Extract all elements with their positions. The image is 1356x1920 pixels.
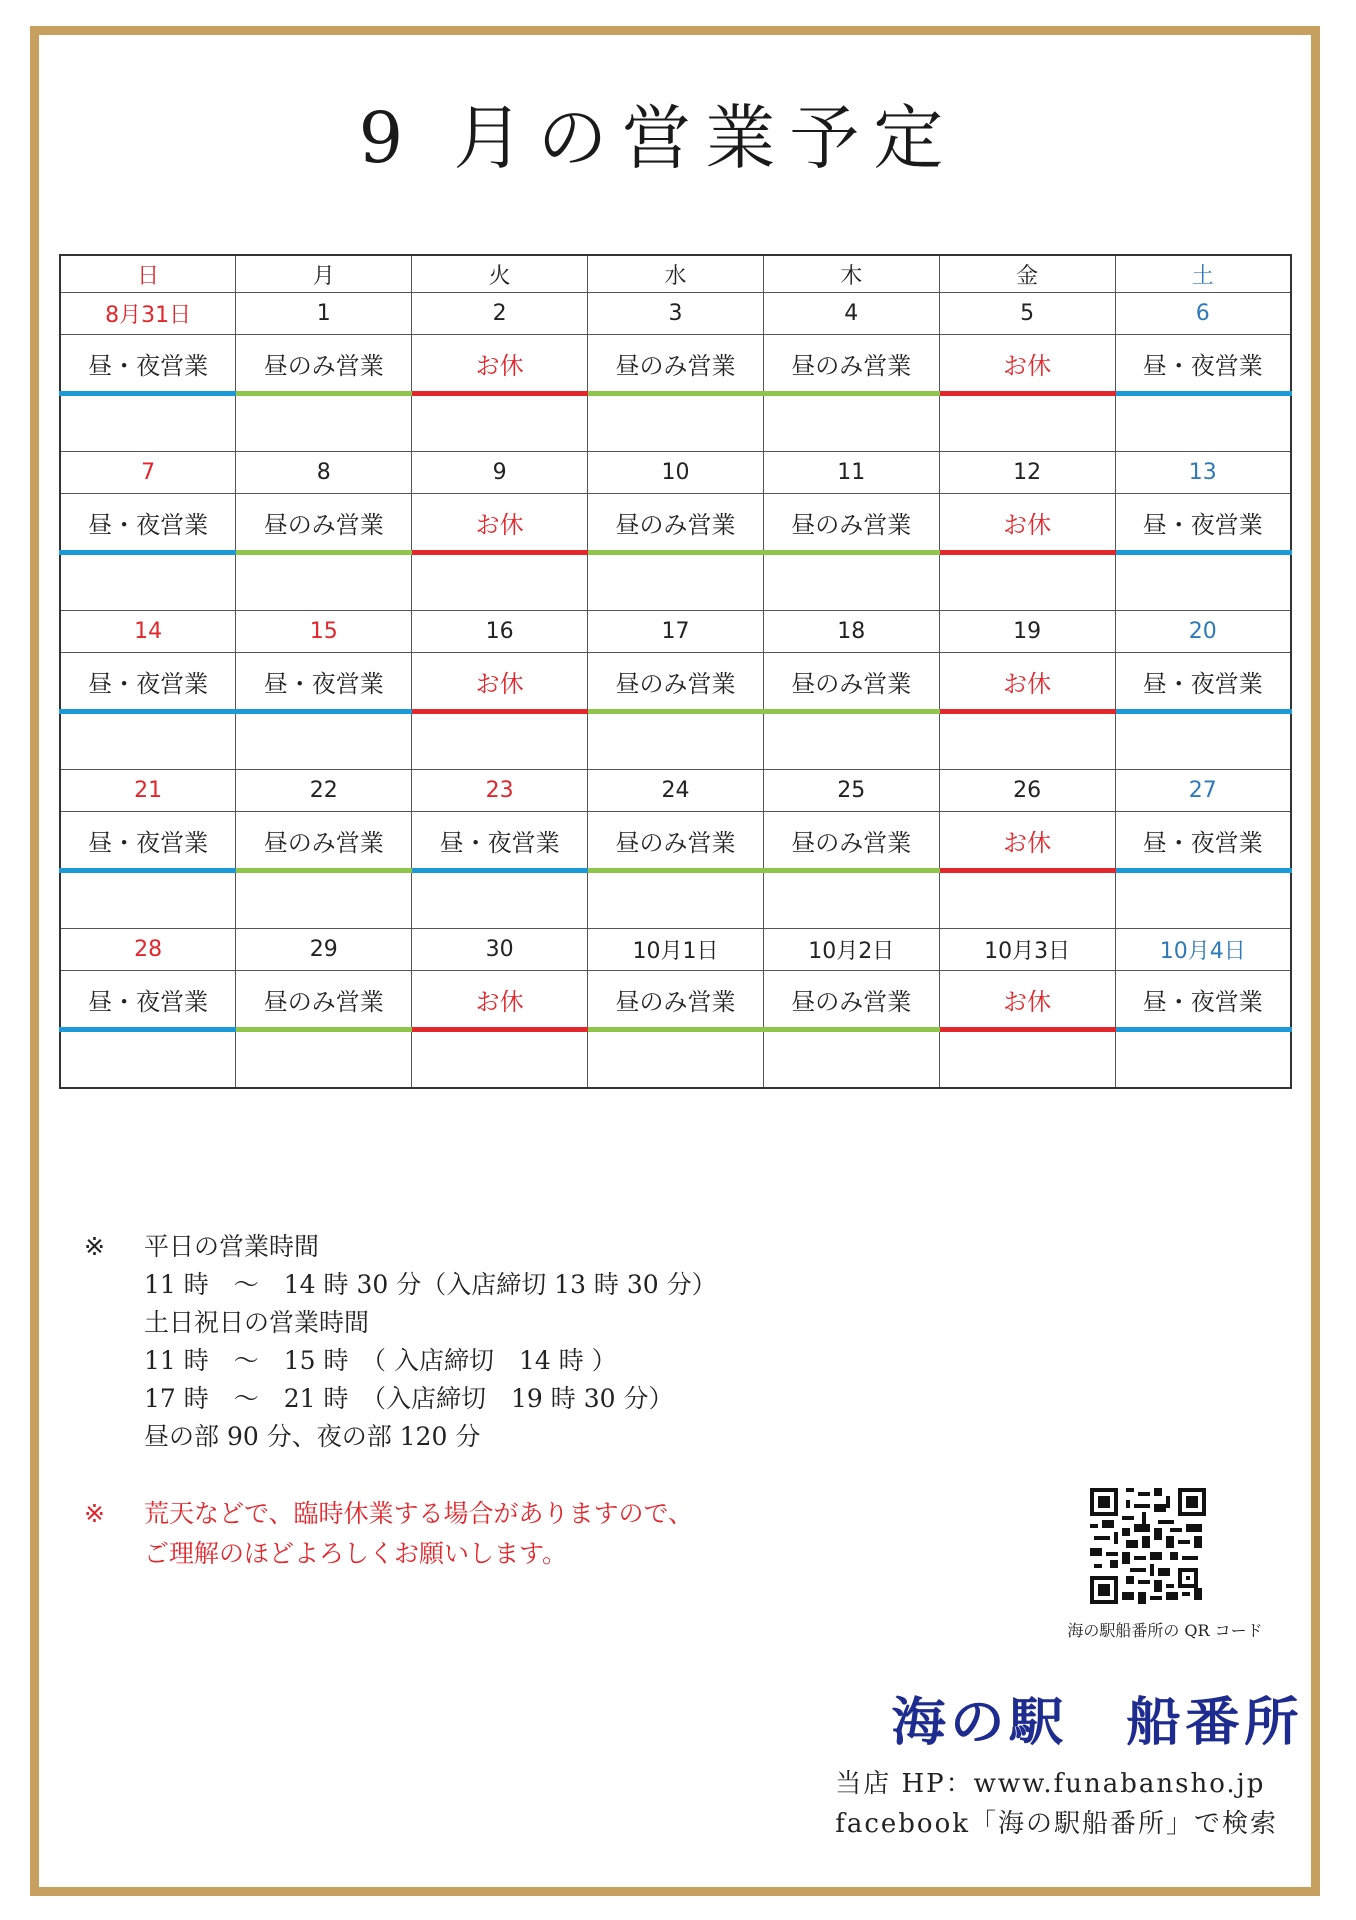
- status-cell: 昼のみ営業: [236, 335, 412, 394]
- blank-cell: [412, 712, 588, 770]
- note-line: 17 時 ～ 21 時 （入店締切 19 時 30 分）: [144, 1384, 674, 1413]
- status-cell: 昼・夜営業: [1115, 494, 1291, 553]
- date-row: [60, 293, 1291, 335]
- weekday-header: 水: [588, 255, 764, 293]
- blank-cell: [236, 553, 412, 611]
- blank-cell: [763, 394, 939, 452]
- status-cell: 昼のみ営業: [763, 335, 939, 394]
- note-line: 11 時 ～ 14 時 30 分（入店締切 13 時 30 分）: [144, 1270, 717, 1299]
- calendar-table: [59, 254, 1292, 1089]
- blank-cell: [1115, 394, 1291, 452]
- date-cell: 4: [763, 293, 939, 335]
- status-row: [60, 335, 1291, 394]
- date-cell: 8: [236, 452, 412, 494]
- blank-row: [60, 712, 1291, 770]
- date-cell: 20: [1115, 611, 1291, 653]
- blank-cell: [412, 871, 588, 929]
- date-cell: 10: [588, 452, 764, 494]
- date-cell: 28: [60, 929, 236, 971]
- date-cell: 11: [763, 452, 939, 494]
- date-cell: 12: [939, 452, 1115, 494]
- blank-cell: [939, 1030, 1115, 1089]
- facebook-info: facebook「海の駅船番所」で検索: [835, 1809, 1278, 1839]
- weekday-header: 火: [412, 255, 588, 293]
- date-cell: 8月31日: [60, 293, 236, 335]
- status-cell: 昼・夜営業: [60, 653, 236, 712]
- status-cell: 昼・夜営業: [236, 653, 412, 712]
- status-cell: 昼のみ営業: [588, 494, 764, 553]
- note-line: 昼の部 90 分、夜の部 120 分: [144, 1422, 481, 1451]
- blank-cell: [1115, 1030, 1291, 1089]
- date-cell: 2: [412, 293, 588, 335]
- date-cell: 3: [588, 293, 764, 335]
- status-cell: 昼のみ営業: [236, 812, 412, 871]
- note-line: 土日祝日の営業時間: [144, 1308, 370, 1337]
- status-cell: 昼・夜営業: [60, 971, 236, 1030]
- date-cell: 10月2日: [763, 929, 939, 971]
- blank-cell: [60, 394, 236, 452]
- status-cell: 昼・夜営業: [60, 812, 236, 871]
- date-cell: 14: [60, 611, 236, 653]
- blank-cell: [1115, 553, 1291, 611]
- date-cell: 18: [763, 611, 939, 653]
- status-cell: お休: [412, 335, 588, 394]
- status-cell: お休: [939, 335, 1115, 394]
- status-cell: 昼のみ営業: [763, 494, 939, 553]
- status-cell: お休: [939, 971, 1115, 1030]
- status-cell: 昼・夜営業: [60, 335, 236, 394]
- blank-cell: [412, 553, 588, 611]
- date-cell: 7: [60, 452, 236, 494]
- status-cell: 昼・夜営業: [1115, 971, 1291, 1030]
- weekday-header: 月: [236, 255, 412, 293]
- status-cell: 昼のみ営業: [588, 971, 764, 1030]
- date-cell: 17: [588, 611, 764, 653]
- status-cell: 昼・夜営業: [60, 494, 236, 553]
- date-row: [60, 929, 1291, 971]
- blank-cell: [763, 1030, 939, 1089]
- weekday-header: 金: [939, 255, 1115, 293]
- blank-cell: [236, 394, 412, 452]
- status-cell: 昼のみ営業: [236, 971, 412, 1030]
- status-cell: 昼のみ営業: [588, 653, 764, 712]
- blank-row: [60, 553, 1291, 611]
- status-row: [60, 653, 1291, 712]
- blank-cell: [588, 871, 764, 929]
- blank-cell: [763, 553, 939, 611]
- blank-cell: [763, 871, 939, 929]
- blank-cell: [939, 553, 1115, 611]
- blank-row: [60, 871, 1291, 929]
- status-cell: お休: [412, 494, 588, 553]
- blank-cell: [588, 1030, 764, 1089]
- date-cell: 10月4日: [1115, 929, 1291, 971]
- blank-cell: [588, 712, 764, 770]
- blank-cell: [60, 712, 236, 770]
- status-cell: お休: [939, 653, 1115, 712]
- date-cell: 19: [939, 611, 1115, 653]
- blank-cell: [60, 553, 236, 611]
- page-title: 9 月の営業予定: [358, 97, 958, 179]
- blank-row: [60, 394, 1291, 452]
- status-cell: 昼・夜営業: [1115, 812, 1291, 871]
- status-cell: 昼のみ営業: [763, 812, 939, 871]
- date-cell: 26: [939, 770, 1115, 812]
- status-cell: 昼・夜営業: [1115, 335, 1291, 394]
- status-cell: 昼のみ営業: [763, 971, 939, 1030]
- status-cell: お休: [412, 971, 588, 1030]
- warning-line: ご理解のほどよろしくお願いします。: [144, 1539, 568, 1568]
- blank-cell: [939, 712, 1115, 770]
- date-cell: 25: [763, 770, 939, 812]
- closure-warning: [84, 1494, 693, 1574]
- date-cell: 24: [588, 770, 764, 812]
- weekday-header: 土: [1115, 255, 1291, 293]
- status-row: [60, 812, 1291, 871]
- weekday-header-row: [60, 255, 1291, 293]
- date-cell: 1: [236, 293, 412, 335]
- note-line: 11 時 ～ 15 時 （ 入店締切 14 時 ）: [144, 1346, 617, 1375]
- warning-mark: ※: [84, 1499, 105, 1528]
- blank-cell: [1115, 871, 1291, 929]
- qr-code-icon[interactable]: [1090, 1488, 1206, 1604]
- blank-cell: [412, 394, 588, 452]
- qr-caption: 海の駅船番所の QR コード: [1067, 1621, 1263, 1640]
- status-row: [60, 494, 1291, 553]
- date-cell: 6: [1115, 293, 1291, 335]
- status-cell: お休: [412, 653, 588, 712]
- homepage-link[interactable]: 当店 HP：www.funabansho.jp: [835, 1769, 1266, 1799]
- date-cell: 10月3日: [939, 929, 1115, 971]
- blank-cell: [412, 1030, 588, 1089]
- date-cell: 22: [236, 770, 412, 812]
- blank-row: [60, 1030, 1291, 1089]
- status-cell: 昼のみ営業: [236, 494, 412, 553]
- date-row: [60, 770, 1291, 812]
- blank-cell: [236, 1030, 412, 1089]
- note-line: 平日の営業時間: [144, 1232, 320, 1261]
- date-cell: 30: [412, 929, 588, 971]
- weekday-header: 木: [763, 255, 939, 293]
- date-cell: 21: [60, 770, 236, 812]
- blank-cell: [939, 871, 1115, 929]
- status-cell: 昼・夜営業: [1115, 653, 1291, 712]
- date-cell: 27: [1115, 770, 1291, 812]
- blank-cell: [763, 712, 939, 770]
- date-cell: 13: [1115, 452, 1291, 494]
- date-cell: 29: [236, 929, 412, 971]
- blank-cell: [588, 394, 764, 452]
- status-cell: 昼のみ営業: [763, 653, 939, 712]
- date-row: [60, 611, 1291, 653]
- warning-line: 荒天などで、臨時休業する場合がありますので、: [144, 1499, 694, 1528]
- date-cell: 23: [412, 770, 588, 812]
- status-cell: 昼のみ営業: [588, 812, 764, 871]
- date-cell: 5: [939, 293, 1115, 335]
- date-cell: 15: [236, 611, 412, 653]
- status-cell: 昼のみ営業: [588, 335, 764, 394]
- blank-cell: [60, 1030, 236, 1089]
- date-row: [60, 452, 1291, 494]
- weekday-header: 日: [60, 255, 236, 293]
- status-cell: 昼・夜営業: [412, 812, 588, 871]
- brand-logo-text: 海の駅 船番所: [891, 1692, 1303, 1753]
- blank-cell: [1115, 712, 1291, 770]
- status-cell: お休: [939, 494, 1115, 553]
- blank-cell: [60, 871, 236, 929]
- date-cell: 9: [412, 452, 588, 494]
- business-hours-notes: [84, 1228, 717, 1456]
- date-cell: 10月1日: [588, 929, 764, 971]
- note-mark: ※: [84, 1232, 105, 1261]
- status-cell: お休: [939, 812, 1115, 871]
- date-cell: 16: [412, 611, 588, 653]
- blank-cell: [588, 553, 764, 611]
- blank-cell: [939, 394, 1115, 452]
- blank-cell: [236, 871, 412, 929]
- status-row: [60, 971, 1291, 1030]
- blank-cell: [236, 712, 412, 770]
- site-info: [835, 1764, 1278, 1844]
